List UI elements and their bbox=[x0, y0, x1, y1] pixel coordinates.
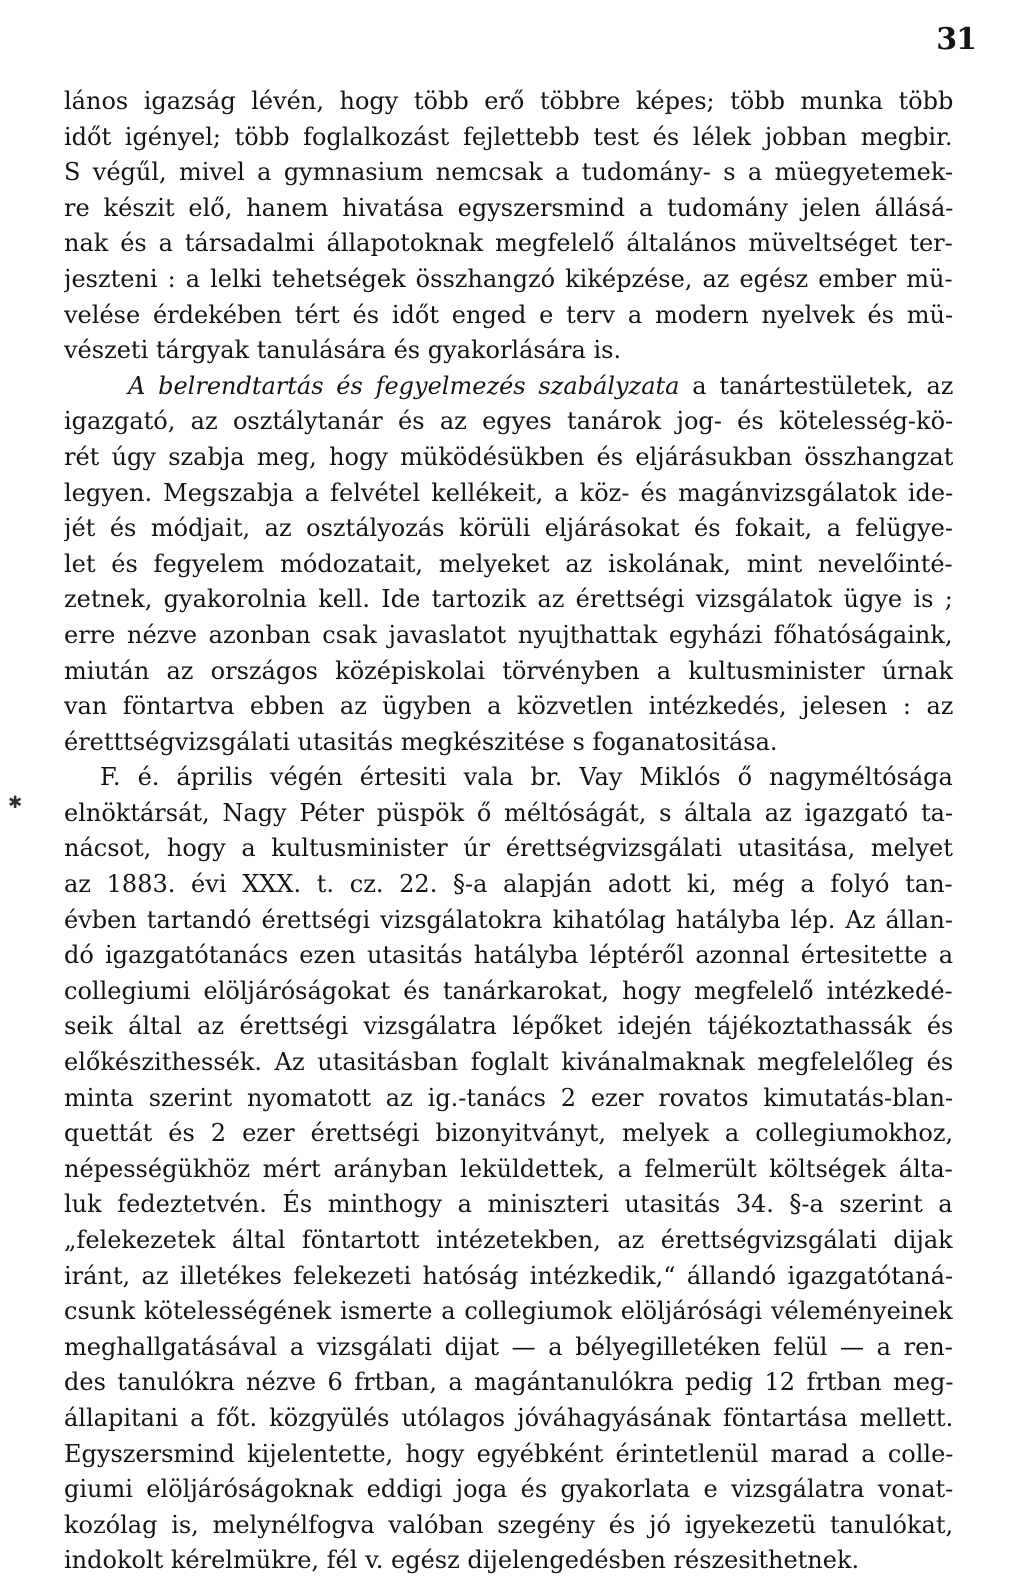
text-line: nak és a társadalmi állapotoknak megfelelő általános müveltséget ter- bbox=[64, 229, 953, 258]
text-line: des tanulókra nézve 6 frtban, a magántanulókra pedig 12 frtban meg- bbox=[64, 1368, 953, 1397]
page-number: 31 bbox=[936, 22, 976, 57]
text-line: éretttségvizsgálati utasitás megkészitése s foganatositása. bbox=[64, 727, 778, 756]
text-line: F. é. április végén értesiti vala br. Vay Miklós ő nagyméltósága bbox=[100, 763, 953, 792]
text-line: évben tartandó érettségi vizsgálatokra kihatólag hatályba lép. Az állan- bbox=[64, 905, 953, 934]
text-line: csunk kötelességének ismerte a collegiumok elöljárósági véleményeinek bbox=[64, 1297, 953, 1326]
text-line: rét úgy szabja meg, hogy müködésükben és eljárásukban összhangzat bbox=[64, 442, 953, 471]
text-line: re készit elő, hanem hivatása egyszersmind a tudomány jelen állásá- bbox=[64, 193, 953, 222]
text-line: népességükhöz mért arányban leküldettek, a felmerült költségek álta- bbox=[64, 1154, 953, 1183]
text-line: „felekezetek által föntartott intézetekben, az érettségvizsgálati dijak bbox=[64, 1226, 953, 1254]
text-line: előkészithessék. Az utasitásban foglalt kivánalmaknak megfelelőleg és bbox=[64, 1048, 953, 1077]
text-line: A belrendtartás és fegyelmezés szabályzata a tanártestületek, az bbox=[128, 371, 953, 400]
body-text bbox=[64, 84, 953, 1579]
text-line: vészeti tárgyak tanulására és gyakorlására is. bbox=[64, 336, 622, 365]
text-line: időt igényel; több foglalkozást fejlettebb test és lélek jobban megbir. bbox=[64, 122, 953, 151]
text-line: igazgató, az osztálytanár és az egyes tanárok jog- és kötelesség-kö- bbox=[64, 407, 953, 436]
text-line: lános igazság lévén, hogy több erő többre képes; több munka több bbox=[64, 87, 953, 115]
text-line: meghallgatásával a vizsgálati dijat — a bélyegilletéken felül — a ren- bbox=[64, 1332, 953, 1361]
text-line: indokolt kérelmükre, fél v. egész dijelengedésben részesithetnek. bbox=[64, 1546, 860, 1575]
text-line: miután az országos középiskolai törvényben a kultusminister úrnak bbox=[64, 656, 953, 685]
text-line: az 1883. évi XXX. t. cz. 22. §-a alapján adott ki, még a folyó tan- bbox=[64, 870, 953, 899]
text-line: quettát és 2 ezer érettségi bizonyitványt, melyek a collegiumokhoz, bbox=[64, 1119, 953, 1148]
text-line: dó igazgatótanács ezen utasitás hatályba léptéről azonnal értesitette a bbox=[64, 941, 953, 970]
text-line: kozólag is, melynélfogva valóban szegény és jó igyekezetü tanulókat, bbox=[64, 1510, 953, 1539]
text-line: jét és módjait, az osztályozás körüli eljárásokat és fokait, a felügye- bbox=[64, 514, 953, 543]
text-line: erre nézve azonban csak javaslatot nyujthattak egyházi főhatóságaink, bbox=[64, 620, 953, 649]
text-line: Egyszersmind kijelentette, hogy egyébként érintetlenül marad a colle- bbox=[64, 1439, 953, 1468]
text-line: collegiumi elöljáróságokat és tanárkarokat, hogy megfelelő intézkedé- bbox=[64, 976, 953, 1005]
text-line: legyen. Megszabja a felvétel kellékeit, a köz- és magánvizsgálatok ide- bbox=[64, 478, 953, 507]
text-line: van föntartva ebben az ügyben a közvetlen intézkedés, jelesen : az bbox=[64, 692, 953, 721]
text-line: zetnek, gyakorolnia kell. Ide tartozik az érettségi vizsgálatok ügye is ; bbox=[64, 585, 953, 614]
italic-title: A belrendtartás és fegyelmezés szabályzata bbox=[128, 371, 680, 400]
text-line: nácsot, hogy a kultusminister úr érettségvizsgálati utasitása, melyet bbox=[64, 834, 953, 863]
text-line: állapitani a főt. közgyülés utólagos jóváhagyásának föntartása mellett. bbox=[64, 1403, 953, 1432]
text-line: let és fegyelem módozatait, melyeket az iskolának, mint nevelőinté- bbox=[64, 549, 953, 578]
text-line: giumi elöljáróságoknak eddigi joga és gyakorlata e vizsgálatra vonat- bbox=[64, 1475, 953, 1504]
text-line: S végűl, mivel a gymnasium nemcsak a tudomány- s a müegyetemek- bbox=[64, 158, 953, 187]
text-line: elnöktársát, Nagy Péter püspök ő méltóságát, s általa az igazgató ta- bbox=[64, 798, 953, 827]
text-line: minta szerint nyomatott az ig.-tanács 2 ezer rovatos kimutatás-blan- bbox=[64, 1083, 953, 1112]
text-line: seik által az érettségi vizsgálatra lépőket idején tájékoztathassák és bbox=[64, 1012, 953, 1041]
text-line: jeszteni : a lelki tehetségek összhangzó kiképzése, az egész ember mü- bbox=[64, 264, 953, 293]
text-line: velése érdekében tért és időt enged e terv a modern nyelvek és mü- bbox=[64, 300, 953, 329]
text-line: iránt, az illetékes felekezeti hatóság intézkedik,“ állandó igazgatótaná- bbox=[64, 1261, 953, 1290]
text-line: luk fedeztetvén. És minthogy a miniszteri utasitás 34. §-a szerint a bbox=[64, 1190, 953, 1219]
margin-mark: ✱ bbox=[8, 793, 23, 813]
